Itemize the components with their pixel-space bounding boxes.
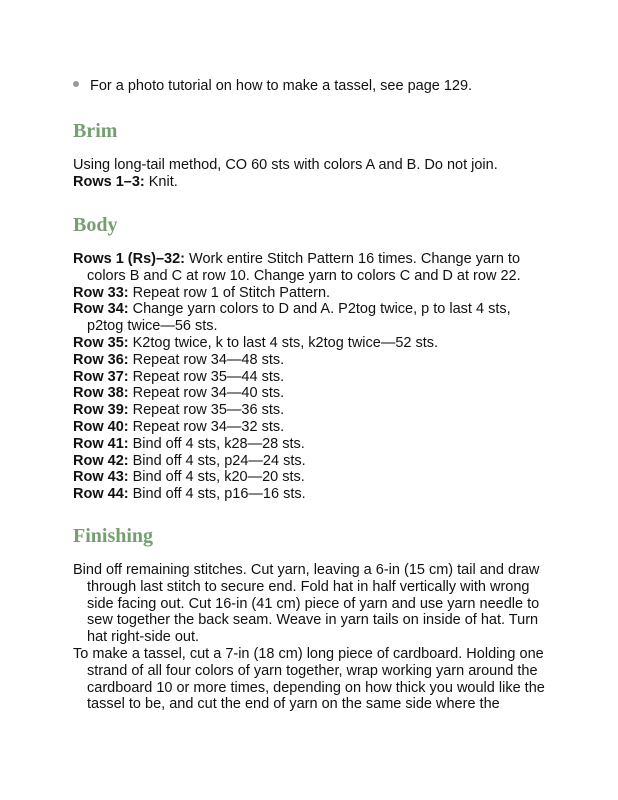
body-row-instruction [73, 251, 541, 285]
brim-section [73, 157, 553, 191]
brim-rows-text: Knit. [144, 173, 178, 190]
row-text: Bind off 4 sts, p16—16 sts. [128, 486, 306, 503]
brim-rows [73, 174, 553, 191]
bullet-icon [73, 81, 79, 87]
row-label: Row 40: [73, 418, 129, 435]
row-text: Bind off 4 sts, p24—24 sts. [128, 452, 306, 469]
tassel-tutorial-note [73, 77, 472, 95]
row-text: Repeat row 34—48 sts. [128, 351, 285, 368]
row-text: Change yarn colors to D and A. P2tog twice, p to last 4 sts, p2tog twice—56 sts. [87, 301, 511, 335]
brim-rows-label: Rows 1–3: [73, 173, 145, 190]
body-row-instruction [73, 385, 541, 402]
row-text: Work entire Stitch Pattern 16 times. Change yarn to colors B and C at row 10. Change yarn to colors C and D at row 22. [87, 251, 521, 284]
body-row-instruction [73, 469, 541, 486]
body-row-instruction [73, 301, 541, 335]
row-text: K2tog twice, k to last 4 sts, k2tog twice—52 sts. [128, 334, 439, 351]
row-label: Row 37: [73, 368, 129, 385]
row-text: Repeat row 34—32 sts. [128, 418, 285, 435]
body-row-instruction [73, 436, 541, 453]
finishing-paragraph: To make a tassel, cut a 7-in (18 cm) long piece of cardboard. Holding one strand of all four colors of yarn together, wrap working yarn around the cardboard 10 or more times, depending on how thick you would like the tassel to be, and cut the end of yarn on the same side where the [73, 645, 545, 713]
tassel-tutorial-text: For a photo tutorial on how to make a tassel, see page 129. [90, 78, 473, 94]
body-row-instruction [73, 402, 541, 419]
row-label: Row 43: [73, 469, 129, 486]
row-label: Row 41: [73, 435, 129, 452]
brim-instructions: Using long-tail method, CO 60 sts with colors A and B. Do not join. [73, 157, 498, 173]
row-text: Repeat row 1 of Stitch Pattern. [128, 284, 331, 301]
row-label: Row 39: [73, 402, 129, 419]
body-row-instruction [73, 335, 541, 352]
row-label: Row 35: [73, 334, 129, 351]
body-row-instruction [73, 369, 541, 386]
finishing-section [73, 562, 547, 713]
row-text: Bind off 4 sts, k20—20 sts. [128, 469, 305, 486]
row-label: Row 42: [73, 452, 129, 469]
body-row-instruction [73, 419, 541, 436]
brim-heading: Brim [73, 120, 118, 142]
row-label: Row 33: [73, 284, 129, 301]
row-text: Repeat row 35—36 sts. [128, 402, 285, 419]
row-text: Repeat row 34—40 sts. [128, 385, 285, 402]
body-row-instruction [73, 486, 541, 503]
finishing-heading: Finishing [73, 525, 154, 547]
body-heading: Body [73, 214, 118, 236]
row-label: Row 38: [73, 385, 129, 402]
row-label: Rows 1 (Rs)–32: [73, 251, 186, 267]
row-text: Repeat row 35—44 sts. [128, 368, 285, 385]
row-label: Row 44: [73, 486, 129, 503]
row-label: Row 36: [73, 351, 129, 368]
body-row-instruction [73, 285, 541, 302]
body-section [73, 251, 541, 503]
row-label: Row 34: [73, 301, 129, 318]
body-row-instruction [73, 453, 541, 470]
finishing-paragraph: Bind off remaining stitches. Cut yarn, leaving a 6-in (15 cm) tail and draw through last stitch to secure end. Fold hat in half vertically with wrong side facing out. Cut 16-in (41 cm) piece of yarn and use yarn needle to sew together the back seam. Weave in yarn tails on inside of hat. Turn hat right-side out. [73, 562, 540, 646]
body-row-instruction [73, 352, 541, 369]
row-text: Bind off 4 sts, k28—28 sts. [128, 435, 305, 452]
